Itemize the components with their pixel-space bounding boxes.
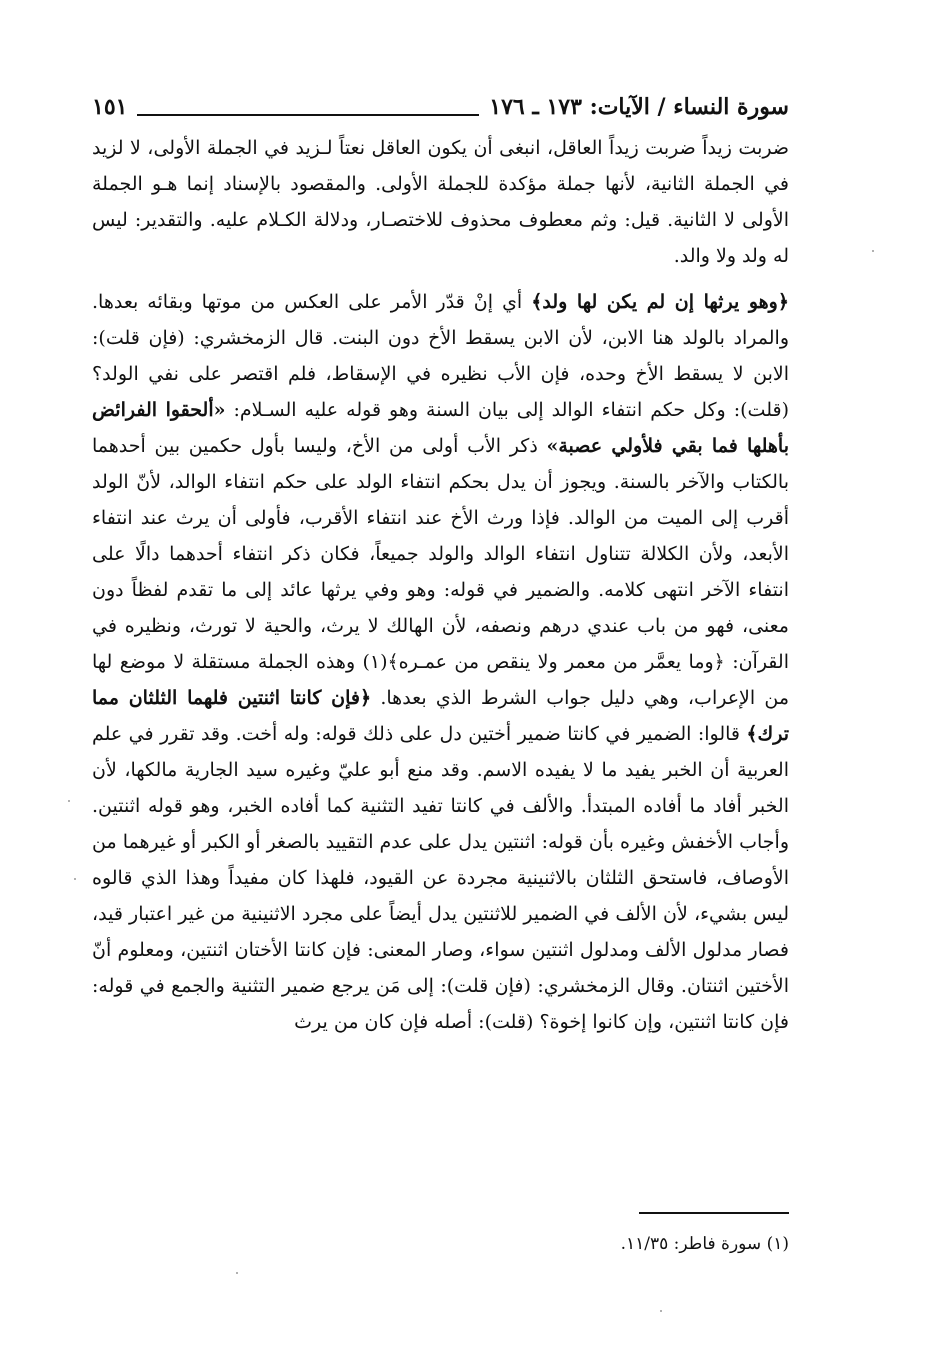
header-rule (137, 114, 479, 116)
scan-speck (68, 800, 70, 802)
commentary-text-1: أي إنْ قدّر الأمر على العكس من موتها وبقائه بعدها. والمراد بالولد هنا الابن، لأن الابن يسقط الأخ دون البنت. قال الزمخشري: (فإن قلت): الابن لا يسقط الأخ وحده، فإن الأب نظيره في الإسقاط، فلم اقتصر على نفي الولد؟ (قلت): وكل حكم انتفاء الوالد إلى بيان السنة وهو قوله عليه السـلام: (92, 291, 789, 421)
hadith-quote: «ألحقوا الفرائض بأهلها فما بقي فلأولي عصبة» (92, 399, 789, 457)
footnote-rule (639, 1212, 789, 1214)
page-header (92, 82, 789, 122)
scan-speck (236, 1272, 238, 1274)
quran-quote-2: ﴿فإن كانتا اثنتين فلهما الثلثان مما ترك﴾ (92, 687, 789, 745)
paragraph-1 (92, 130, 789, 274)
scan-speck (660, 1310, 662, 1312)
commentary-text-2: ذكر الأب أولى من الأخ، وليسا بأول حكمين بين أحدهما بالكتاب والآخر بالسنة. ويجوز أن يدل بحكم انتفاء الولد على حكم انتفاء الوالد، لأنّ الولد أقرب إلى الميت من الوالد. فإذا ورث الأخ عند انتفاء الأقرب، فأولى أن يرث عند انتفاء الأبعد، ولأن الكلالة تتناول انتفاء الوالد والولد جميعاً، فكان ذكر انتفاء أحدهما دالًا على انتفاء الآخر انتهى كلامه. والضمير في قوله: وهو وفي يرثها عائد إلى ما تقدم لفظاً دون معنى، فهو من باب عندي درهم ونصفه، لأن الهالك لا يرث، والحية لا تورث، ونظيره في القرآن: ﴿وما يعمَّر من معمر ولا ينقص من عمـره﴾(١) وهذه الجملة مستقلة لا موضع لها من الإعراب، وهي دليل جواب الشرط الذي بعدها. (92, 435, 789, 709)
paragraph-2 (92, 284, 789, 1040)
page-number: ١٥١ (92, 94, 128, 120)
running-title: سورة النساء / الآيات: ١٧٣ ـ ١٧٦ (489, 94, 789, 120)
main-text (92, 130, 789, 1040)
paragraph-1-text: ضربت زيداً ضربت زيداً العاقل، انبغى أن يكون العاقل نعتاً لـزيد في الجملة الأولى، لا لزيد في الجملة الثانية، لأنها جملة مؤكدة للجملة الأولى. والمقصود بالإسناد إنما هـو الجملة الأولى لا الثانية. قيل: وثم معطوف محذوف للاختصـار، ودلالة الكـلام عليه. والتقدير: ليس له ولد ولا والد. (92, 137, 789, 267)
commentary-text-3: قالوا: الضمير في كانتا ضمير أختين دل على ذلك قوله: وله أخت. وقد تقرر في علم العربية أن الخبر يفيد ما لا يفيده الاسم. وقد منع أبو عليّ وغيره سيد الجارية مالكها، لأن الخبر أفاد ما أفاده المبتدأ. والألف في كانتا تفيد التثنية كما أفاده الخبر، وهو قوله اثنتين. وأجاب الأخفش وغيره بأن قوله: اثنتين يدل على عدم التقييد بالصغر أو الكبر أو غيرهما من الأوصاف، فاستحق الثلثان بالاثنينية مجردة عن القيود، فلهذا كان مفيداً وهذا الذي قالوه ليس بشيء، لأن الألف في الضمير للاثنتين يدل أيضاً على مجرد الاثنينية من غير اعتبار قيد، فصار مدلول الألف ومدلول اثنتين سواء، وصار المعنى: فإن كانتا الأختان اثنتين، ومعلوم أنّ الأختين اثنتان. وقال الزمخشري: (فإن قلت): إلى مَن يرجع ضمير التثنية والجمع في قوله: فإن كانتا اثنتين، وإن كانوا إخوة؟ (قلت): أصله فإن كان من يرث (92, 723, 790, 1033)
quran-quote-1: ﴿وهو يرثها إن لم يكن لها ولد﴾ (531, 291, 789, 313)
scan-speck (872, 250, 874, 252)
footnote: (١) سورة فاطر: ١١/٣٥. (620, 1234, 789, 1254)
scan-speck (74, 878, 76, 880)
